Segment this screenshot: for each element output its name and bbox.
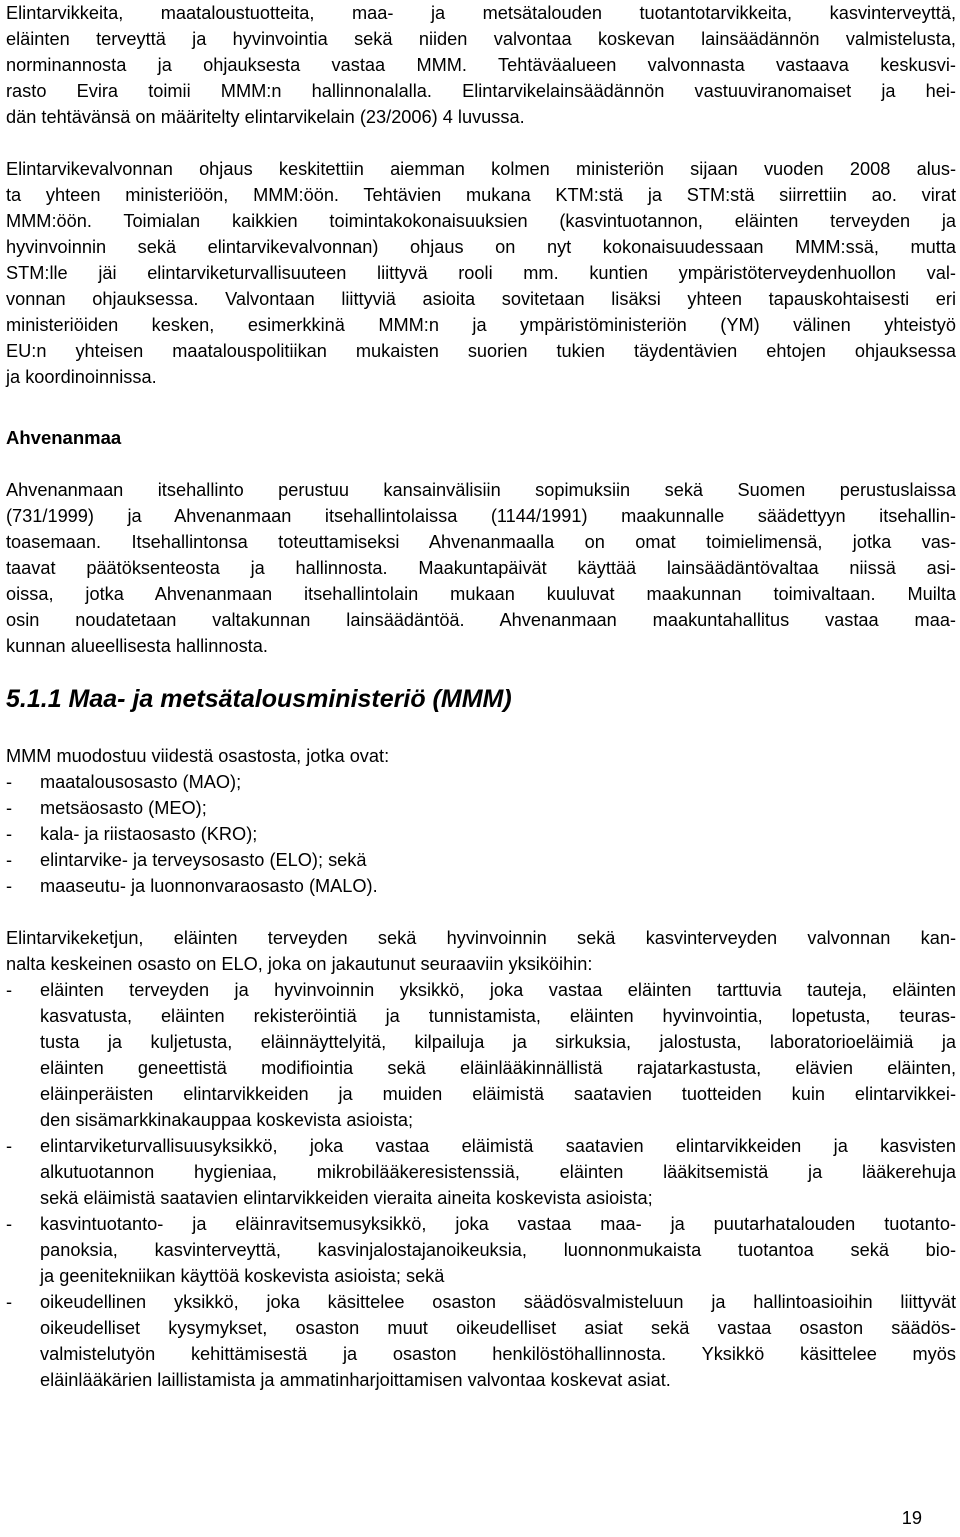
list-item: - elintarvike- ja terveysosasto (ELO); sekä — [6, 850, 367, 870]
list-item: - maaseutu- ja luonnonvaraosasto (MALO). — [6, 876, 378, 896]
mmm-intro-paragraph: MMM muodostuu viidestä osastosta, jotka ovat: — [6, 746, 390, 766]
ahvenanmaa-paragraph: Ahvenanmaan itsehallinto perustuu kansainvälisiin sopimuksiin sekä Suomen perustuslaissa (731/1999) ja Ahvenanmaan itsehallintolaissa (1144/1991) maakunnalle säädettyyn itsehallin- toasemaan. Itsehallintonsa toteuttamiseksi Ahvenanmaalla on omat toimielimensä, jotka vas- taavat päätöksenteosta ja hallinnosta. Maakuntapäivät käyttää lainsäädäntövaltaa niissä asi- oissa, jotka Ahvenanmaan itsehallintolain mukaan kuuluvat maakunnan toimivaltaan. Muilta osin noudatetaan valtakunnan lainsäädäntöä. Ahvenanmaan maakuntahallitus vastaa maa- kunnan alueellisesta hallinnosta. — [6, 480, 956, 656]
department-list — [6, 769, 956, 899]
list-item: - elintarviketurvallisuusyksikkö, joka vastaa eläimistä saatavien elintarvikkeiden ja kasvisten alkutuotannon hygieniaa, mikrobilääkeresistenssiä, eläinten lääkitsemistä ja lääkerehuja sekä eläimistä saatavien elintarvikkeiden vieraita aineita koskevista asioista; — [6, 1136, 956, 1208]
list-item: - eläinten terveyden ja hyvinvoinnin yksikkö, joka vastaa eläinten tarttuvia tauteja, eläinten kasvatusta, eläinten rekisteröintiä ja tunnistamista, eläinten hyvinvointia, lopetusta, teuras- tusta ja kuljetusta, eläinnäyttelyitä, kilpailuja ja sirkuksia, jalostusta, laboratorioeläimiä ja eläinten geneettistä modifiointia sekä eläinlääkinnällistä rajatarkastusta, elävien eläinten, eläinperäisten elintarvikkeiden ja muiden eläimistä saatavien tuotteiden kuin elintarvikkei- den sisämarkkinakauppaa koskevista asioista; — [6, 980, 956, 1130]
list-item: - kala- ja riistaosasto (KRO); — [6, 824, 258, 844]
page-number: 19 — [901, 1508, 922, 1528]
list-item: - maatalousosasto (MAO); — [6, 772, 242, 792]
oversight-paragraph: Elintarvikevalvonnan ohjaus keskitettiin aiemman kolmen ministeriön sijaan vuoden 2008 alus- ta yhteen ministeriöön, MMM:öön. Tehtävien mukana KTM:stä ja STM:stä siirrettiin ao. virat MMM:öön. Toimialan kaikkien toimintakokonaisuuksien (kasvintuotannon, eläinten terveyden ja hyvinvoinnin sekä elintarvikevalvonnan) ohjaus on nyt kokonaisuudessaan MMM:ssä, mutta STM:lle jäi elintarviketurvallisuuteen liittyvä rooli mm. kuntien ympäristöterveydenhuollon val- vonnan ohjauksessa. Valvontaan liittyviä asioita sovitetaan lisäksi yhteen tapauskohtaisesti eri ministeriöiden kesken, esimerkkinä MMM:n ja ympäristöministeriön (YM) välinen yhteistyö EU:n yhteisen maatalouspolitiikan mukaisten suorien tukien täydentävien ehtojen ohjauksessa ja koordinoinnissa. — [6, 159, 956, 387]
unit-list — [6, 977, 956, 1393]
list-item: - kasvintuotanto- ja eläinravitsemusyksikkö, joka vastaa maa- ja puutarhatalouden tuotanto- panoksia, kasvinterveyttä, kasvinjalostajanoikeuksia, luonnonmukaista tuotantoa sekä bio- ja geenitekniikan käyttöä koskevista asioista; sekä — [6, 1214, 956, 1286]
elo-paragraph: Elintarvikeketjun, eläinten terveyden sekä hyvinvoinnin sekä kasvinterveyden valvonnan kan- nalta keskeinen osasto on ELO, joka on jakautunut seuraaviin yksiköihin: — [6, 928, 956, 974]
section-heading-mmm: 5.1.1 Maa- ja metsätalousministeriö (MMM) — [6, 685, 512, 713]
intro-paragraph: Elintarvikkeita, maataloustuotteita, maa- ja metsätalouden tuotantotarvikkeita, kasvinterveyttä, eläinten terveyttä ja hyvinvointia sekä niiden valvontaa koskevan lainsäädännön valmistelusta, norminannosta ja ohjauksesta vastaa MMM. Tehtäväalueen valvonnasta vastaava keskusvi- rasto Evira toimii MMM:n hallinnonalalla. Elintarvikelainsäädännön vastuuviranomaiset ja hei- dän tehtävänsä on määritelty elintarvikelain (23/2006) 4 luvussa. — [6, 3, 956, 127]
list-item: - oikeudellinen yksikkö, joka käsittelee osaston säädösvalmisteluun ja hallintoasioihin liittyvät oikeudelliset kysymykset, osaston muut oikeudelliset asiat sekä vastaa osaston säädös- valmistelutyön kehittämisestä ja osaston henkilöstöhallinnosta. Yksikkö käsittelee myös eläinlääkärien laillistamista ja ammatinharjoittamisen valvontaa koskevat asiat. — [6, 1292, 956, 1390]
list-item: - metsäosasto (MEO); — [6, 798, 207, 818]
section-heading-ahvenanmaa: Ahvenanmaa — [6, 427, 122, 448]
